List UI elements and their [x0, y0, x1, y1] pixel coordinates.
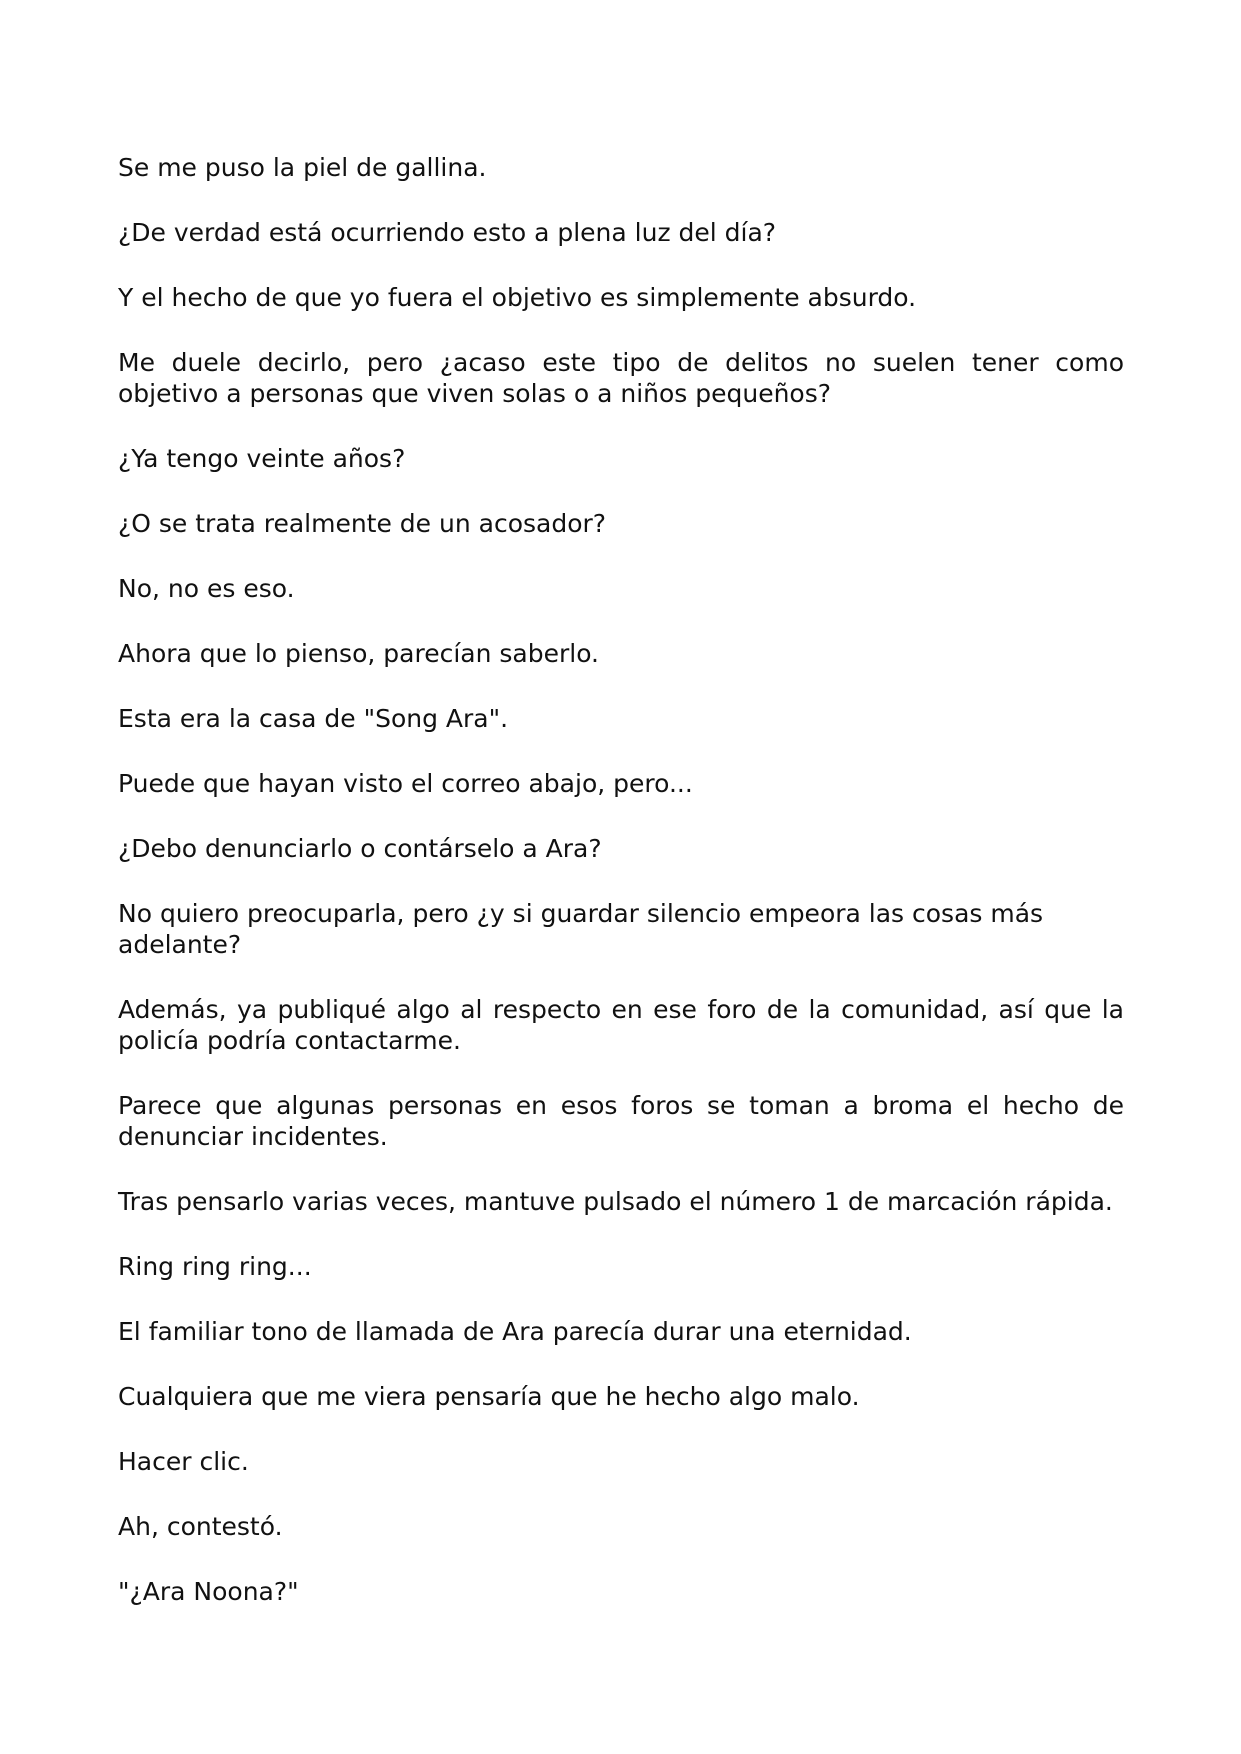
paragraph: Puede que hayan visto el correo abajo, pero... — [118, 769, 693, 798]
paragraph: ¿De verdad está ocurriendo esto a plena luz del día? — [118, 218, 777, 247]
paragraph: Ahora que lo pienso, parecían saberlo. — [118, 639, 599, 668]
paragraph: ¿Ya tengo veinte años? — [118, 444, 406, 473]
paragraph: El familiar tono de llamada de Ara parecía durar una eternidad. — [118, 1317, 912, 1346]
paragraph: No quiero preocuparla, pero ¿y si guardar silencio empeora las cosas más adelante? — [118, 899, 1044, 959]
paragraph: Además, ya publiqué algo al respecto en ese foro de la comunidad, así que la policía podría contactarme. — [118, 995, 1124, 1055]
paragraph: Se me puso la piel de gallina. — [118, 153, 487, 182]
paragraph: Cualquiera que me viera pensaría que he hecho algo malo. — [118, 1382, 860, 1411]
paragraph: Me duele decirlo, pero ¿acaso este tipo de delitos no suelen tener como objetivo a personas que viven solas o a niños pequeños? — [118, 348, 1124, 408]
paragraph: No, no es eso. — [118, 574, 295, 603]
paragraph: Hacer clic. — [118, 1447, 249, 1476]
paragraph: Ah, contestó. — [118, 1512, 283, 1541]
paragraph: "¿Ara Noona?" — [118, 1577, 299, 1606]
paragraph: Ring ring ring... — [118, 1252, 312, 1281]
paragraph: Esta era la casa de "Song Ara". — [118, 704, 509, 733]
paragraph: Y el hecho de que yo fuera el objetivo es simplemente absurdo. — [118, 283, 917, 312]
paragraph: ¿Debo denunciarlo o contárselo a Ara? — [118, 834, 602, 863]
paragraph: Parece que algunas personas en esos foros se toman a broma el hecho de denunciar incidentes. — [118, 1091, 1124, 1151]
document-page — [118, 152, 1124, 1641]
paragraph: Tras pensarlo varias veces, mantuve pulsado el número 1 de marcación rápida. — [118, 1187, 1113, 1216]
paragraph: ¿O se trata realmente de un acosador? — [118, 509, 607, 538]
